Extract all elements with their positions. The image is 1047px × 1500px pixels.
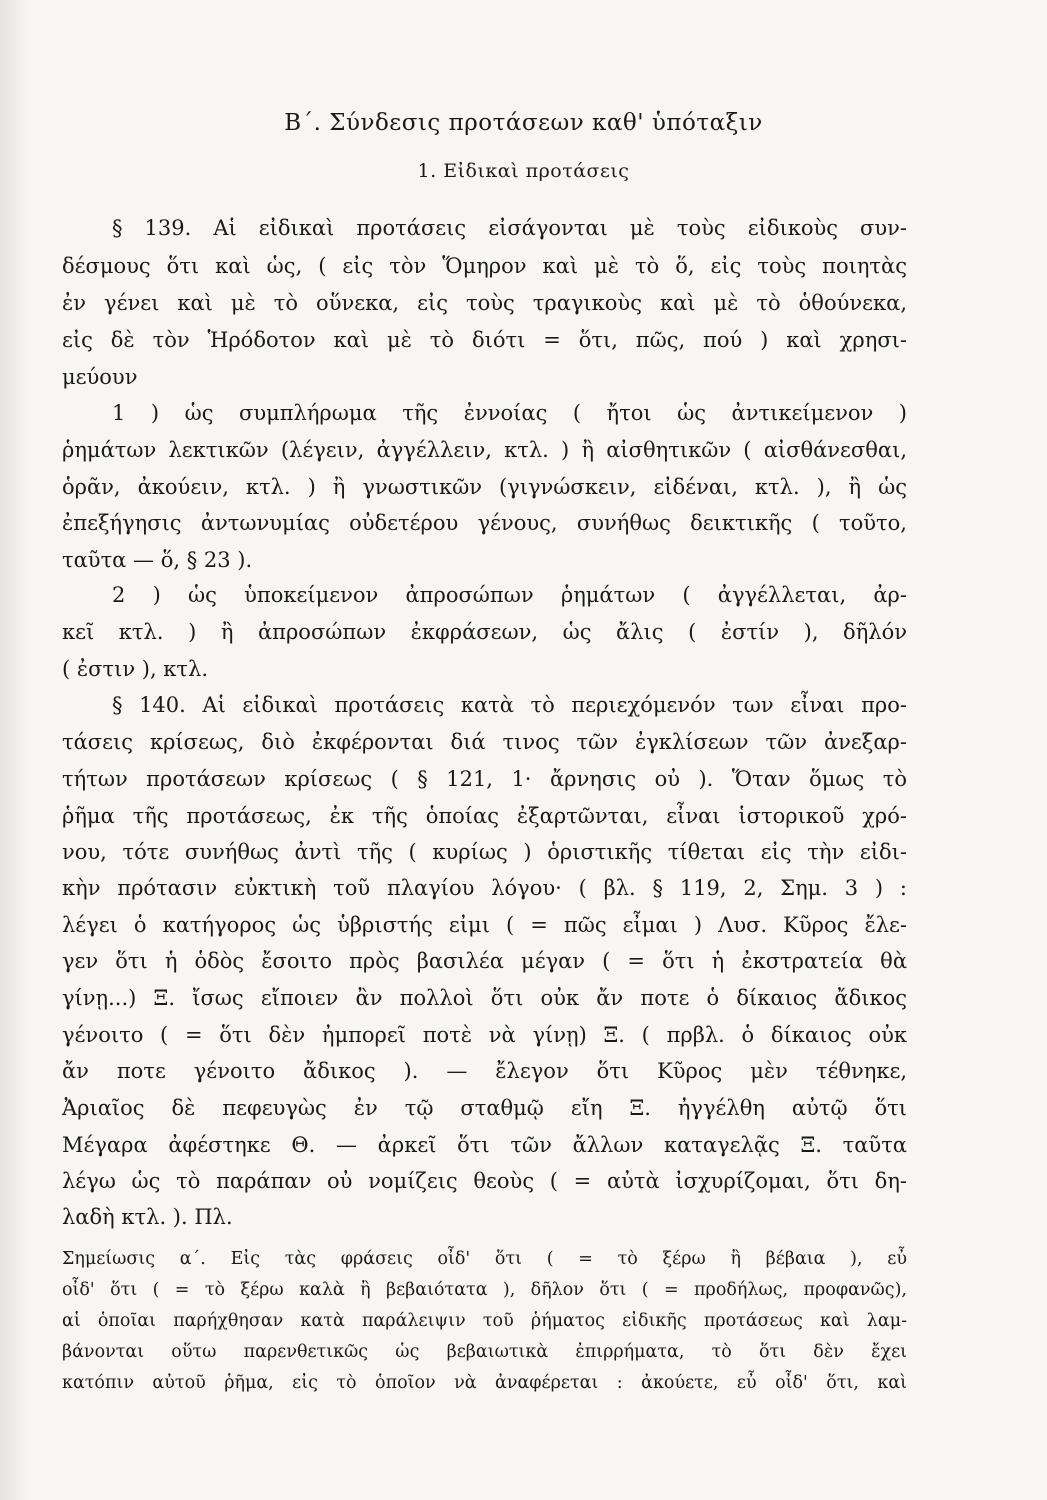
text-line: εἰς δὲ τὸν Ἡρόδοτον καὶ μὲ τὸ διότι = ὅτι, πῶς, πού ) καὶ χρησι-	[62, 328, 907, 352]
text-line: λέγει ὁ κατήγορος ὡς ὑβριστής εἰμι ( = πῶς εἶμαι ) Λυσ. Κῦρος ἔλε-	[62, 913, 907, 937]
text-line: γίνῃ...) Ξ. ἴσως εἴποιεν ἂν πολλοὶ ὅτι οὐκ ἄν ποτε ὁ δίκαιος ἄδικος	[62, 986, 907, 1010]
text-line: 2 ) ὡς ὑποκείμενον ἀπροσώπων ῥημάτων ( ἀγγέλλεται, ἀρ-	[112, 583, 907, 607]
text-line: τάσεις κρίσεως, διὸ ἐκφέρονται διά τινος τῶν ἐγκλίσεων τῶν ἀνεξαρ-	[62, 730, 907, 754]
text-line: λαδὴ κτλ. ). Πλ.	[62, 1205, 233, 1229]
text-line: μεύουν	[62, 365, 138, 389]
note-line: βάνονται οὕτω παρενθετικῶς ὡς βεβαιωτικὰ ἐπιρρήματα, τὸ ὅτι δὲν ἔχει	[62, 1342, 907, 1362]
text-line: Ἀριαῖος δὲ πεφευγὼς ἐν τῷ σταθμῷ εἴη Ξ. ἠγγέλθη αὐτῷ ὅτι	[62, 1096, 907, 1120]
text-line: Μέγαρα ἀφέστηκε Θ. — ἀρκεῖ ὅτι τῶν ἄλλων καταγελᾷς Ξ. ταῦτα	[62, 1133, 907, 1157]
text-line: ἄν ποτε γένοιτο ἄδικος ). — ἔλεγον ὅτι Κῦρος μὲν τέθνηκε,	[62, 1059, 907, 1083]
text-line: ( ἐστιν ), κτλ.	[62, 657, 209, 681]
text-line: κὴν πρότασιν εὐκτικὴ τοῦ πλαγίου λόγου· ( βλ. § 119, 2, Σημ. 3 ) :	[62, 876, 907, 900]
note-line: Σημείωσις α΄. Εἰς τὰς φράσεις οἶδ' ὅτι ( = τὸ ξέρω ἢ βέβαια ), εὖ	[62, 1249, 907, 1269]
text-line: νου, τότε συνήθως ἀντὶ τῆς ( κυρίως ) ὁριστικῆς τίθεται εἰς τὴν εἰδι-	[62, 840, 907, 864]
text-line: ἐν γένει καὶ μὲ τὸ οὕνεκα, εἰς τοὺς τραγικοὺς καὶ μὲ τὸ ὁθούνεκα,	[62, 291, 907, 315]
text-line: ῥῆμα τῆς προτάσεως, ἐκ τῆς ὁποίας ἐξαρτῶνται, εἶναι ἱστορικοῦ χρό-	[62, 804, 907, 828]
text-line: ταῦτα — ὅ, § 23 ).	[62, 548, 253, 572]
text-line: 1 ) ὡς συμπλήρωμα τῆς ἐννοίας ( ἤτοι ὡς ἀντικείμενον )	[112, 401, 907, 425]
section-heading: Β΄. Σύνδεσις προτάσεων καθ' ὑπόταξιν	[284, 110, 763, 136]
note-line: αἱ ὁποῖαι παρήχθησαν κατὰ παράλειψιν τοῦ ῥήματος εἰδικῆς προτάσεως καὶ λαμ-	[62, 1311, 907, 1331]
text-line: § 139. Αἱ εἰδικαὶ προτάσεις εἰσάγονται μὲ τοὺς εἰδικοὺς συν-	[112, 216, 907, 240]
note-line: κατόπιν αὐτοῦ ῥῆμα, εἰς τὸ ὁποῖον νὰ ἀναφέρεται : ἀκούετε, εὖ οἶδ' ὅτι, καὶ	[62, 1373, 907, 1393]
note-line: οἶδ' ὅτι ( = τὸ ξέρω καλὰ ἢ βεβαιότατα ), δῆλον ὅτι ( = προδήλως, προφανῶς),	[62, 1280, 907, 1300]
text-line: ἐπεξήγησις ἀντωνυμίας οὐδετέρου γένους, συνήθως δεικτικῆς ( τοῦτο,	[62, 511, 907, 535]
text-line: § 140. Αἱ εἰδικαὶ προτάσεις κατὰ τὸ περιεχόμενόν των εἶναι προ-	[112, 693, 907, 717]
subsection-heading: 1. Εἰδικαὶ προτάσεις	[417, 160, 630, 182]
text-line: γένοιτο ( = ὅτι δὲν ἠμπορεῖ ποτὲ νὰ γίνῃ) Ξ. ( πρβλ. ὁ δίκαιος οὐκ	[62, 1023, 907, 1047]
text-line: ὁρᾶν, ἀκούειν, κτλ. ) ἢ γνωστικῶν (γιγνώσκειν, εἰδέναι, κτλ. ), ἢ ὡς	[62, 475, 907, 499]
text-line: ῥημάτων λεκτικῶν (λέγειν, ἀγγέλλειν, κτλ. ) ἢ αἰσθητικῶν ( αἰσθάνεσθαι,	[62, 438, 907, 462]
text-line: λέγω ὡς τὸ παράπαν οὐ νομίζεις θεοὺς ( = αὐτὰ ἰσχυρίζομαι, ὅτι δη-	[62, 1169, 907, 1193]
text-line: δέσμους ὅτι καὶ ὡς, ( εἰς τὸν Ὅμηρον καὶ μὲ τὸ ὅ, εἰς τοὺς ποιητὰς	[62, 254, 907, 278]
text-line: τήτων προτάσεων κρίσεως ( § 121, 1· ἄρνησις οὐ ). Ὅταν ὅμως τὸ	[62, 767, 907, 791]
text-line: γεν ὅτι ἡ ὁδὸς ἔσοιτο πρὸς βασιλέα μέγαν ( = ὅτι ἡ ἐκστρατεία θὰ	[62, 949, 907, 973]
page-edge-shadow	[0, 0, 30, 1500]
text-line: κεῖ κτλ. ) ἢ ἀπροσώπων ἐκφράσεων, ὡς ἄλις ( ἐστίν ), δῆλόν	[62, 620, 907, 644]
